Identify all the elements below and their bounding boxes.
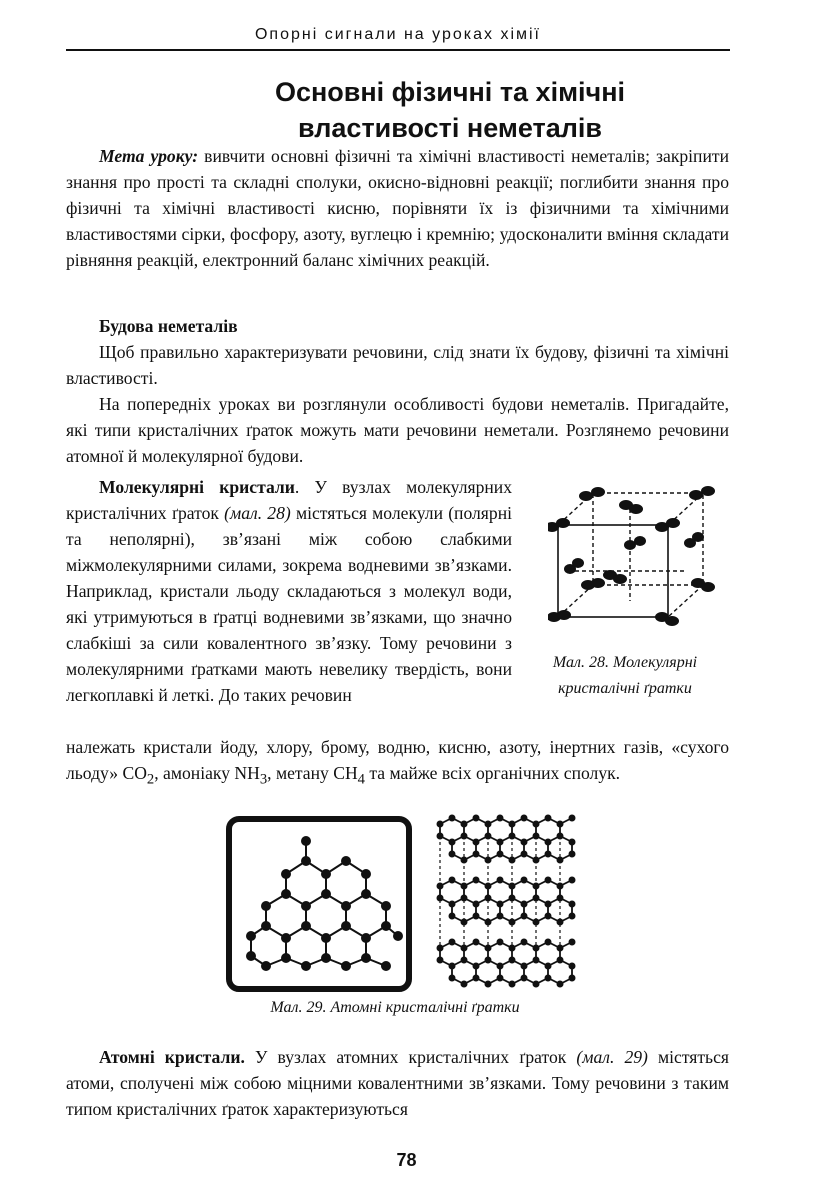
title-line-1: Основні фізичні та хімічні bbox=[274, 77, 626, 107]
title-line-2: властивості неметалів bbox=[298, 113, 602, 143]
figure-28-caption-line-1: Мал. 28. Молекулярні bbox=[552, 654, 698, 671]
running-header: Опорні сигнали на уроках хімії bbox=[254, 26, 541, 43]
atomic-term: Атомні кристали. bbox=[99, 1047, 245, 1067]
atomic-text-2: містяться атоми, сполучені між собою міцними ковалентними зв’язками. Тому речовини з таким типом кристалічних ґраток характеризуються bbox=[66, 1047, 729, 1119]
molecular-text-3: належать кристали йоду, хлору, брому, водню, кисню, азоту, інертних газів, «сухого льоду» CO bbox=[66, 737, 729, 783]
goal-paragraph bbox=[66, 143, 729, 273]
molecular-text-1: . У вузлах молекулярних кристалічних ґраток bbox=[66, 477, 513, 523]
figure-28-reference: (мал. 28) bbox=[224, 503, 291, 523]
header-rule bbox=[66, 49, 730, 51]
molecular-paragraph bbox=[66, 474, 512, 708]
structure-heading: Будова неметалів bbox=[99, 316, 238, 336]
figure-29-layered-lattice bbox=[430, 814, 580, 994]
molecular-paragraph-continued bbox=[66, 734, 729, 793]
goal-text: вивчити основні фізичні та хімічні властивості неметалів; закріпити знання про прості та складні сполуки, окисно-відновні реакції; поглибити знання про фізичні та хімічні властивості кисню, порівняти їх із фізичними та хімічними властивостями сірки, фосфору, азоту, вуглецю і кремнію; удосконалити вміння складати рівняння реакцій, електронний баланс хімічних реакцій. bbox=[66, 146, 729, 270]
figure-28-caption-line-2: кристалічні ґратки bbox=[558, 680, 692, 697]
goal-label: Мета уроку: bbox=[99, 146, 199, 166]
page-title bbox=[150, 74, 750, 146]
atomic-paragraph bbox=[66, 1044, 729, 1122]
molecular-text-2: містяться молекули (полярні та неполярні), зв’язані між собою слабкими міжмолекулярними силами, зокрема водневими зв’язками. Наприклад, кристали льоду складаються з молекул води, які утримуються в ґратці водневими зв’язками, що значно слабкіші за сили ковалентного зв’язку. Тому речовини з молекулярними ґратками мають невелику твердість, вони легкоплавкі й леткі. До таких речовин bbox=[66, 503, 512, 705]
figure-29-atomic-lattice-framed bbox=[226, 816, 412, 992]
nh3-subscript: 3 bbox=[259, 771, 268, 788]
atomic-text-1: У вузлах атомних кристалічних ґраток bbox=[244, 1047, 577, 1067]
structure-paragraph-2: На попередніх уроках ви розглянули особливості будови неметалів. Пригадайте, які типи кристалічних ґраток можуть мати речовини неметали. Розглянемо речовини атомної й молекулярної будови. bbox=[66, 394, 729, 466]
figure-28-molecular-lattice bbox=[548, 483, 718, 633]
molecular-term: Молекулярні кристали bbox=[99, 477, 295, 497]
ch4-subscript: 4 bbox=[357, 771, 365, 788]
figure-28-caption bbox=[520, 650, 730, 702]
structure-section bbox=[66, 313, 729, 469]
figure-29-caption: Мал. 29. Атомні кристалічні ґратки bbox=[270, 999, 520, 1016]
co2-subscript: 2 bbox=[146, 771, 155, 788]
page-number: 78 bbox=[396, 1150, 417, 1170]
molecular-text-5: , метану CH bbox=[267, 763, 358, 783]
figure-29-reference: (мал. 29) bbox=[576, 1047, 648, 1067]
molecular-text-6: та майже всіх органічних сполук. bbox=[364, 763, 621, 783]
molecular-text-4: , амоніаку NH bbox=[154, 763, 260, 783]
structure-paragraph-1: Щоб правильно характеризувати речовини, слід знати їх будову, фізичні та хімічні властивості. bbox=[66, 342, 729, 388]
